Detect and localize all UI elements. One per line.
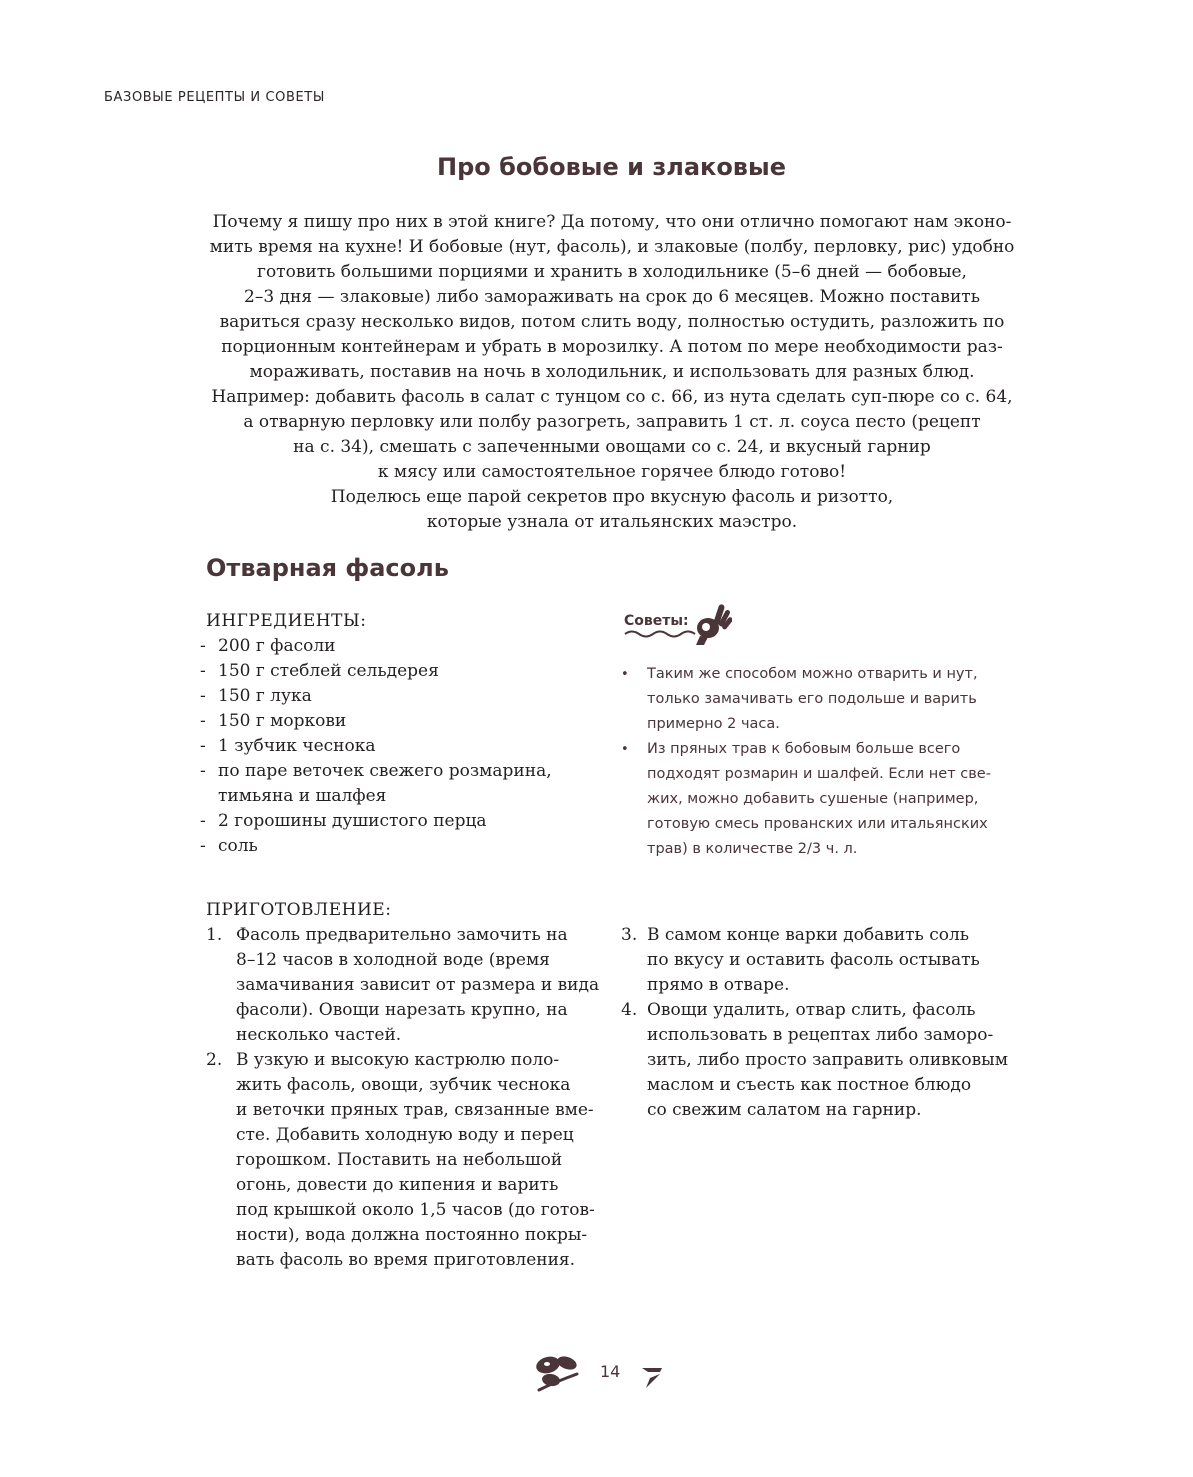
step-line: со свежим салатом на гарнир.	[647, 1100, 922, 1120]
step-line: использовать в рецептах либо заморо-	[647, 1025, 994, 1045]
ingredient-item	[200, 834, 605, 859]
step-line: 8–12 часов в холодной воде (время	[236, 950, 550, 970]
step-line: несколько частей.	[236, 1025, 402, 1045]
ingredient-text: 200 г фасоли	[218, 636, 336, 656]
ok-hand-icon	[692, 600, 732, 646]
olive-branch-icon	[533, 1352, 581, 1392]
list-dash: -	[200, 736, 206, 756]
ingredient-item-cont	[200, 784, 605, 809]
step-line: прямо в отваре.	[647, 975, 790, 995]
list-dash: -	[200, 661, 206, 681]
intro-line: мить время на кухне! И бобовые (нут, фасоль), и злаковые (полбу, перловку, рис) удобно	[209, 237, 1015, 257]
ingredient-item	[200, 659, 605, 684]
tip-item	[621, 737, 1031, 862]
preparation-heading: ПРИГОТОВЛЕНИЕ:	[206, 900, 392, 920]
step-line: замачивания зависит от размера и вида	[236, 975, 600, 995]
ingredient-text: 150 г моркови	[218, 711, 347, 731]
step-line: Фасоль предварительно замочить на	[236, 925, 568, 945]
preparation-block	[200, 898, 605, 1273]
intro-line: вариться сразу несколько видов, потом слить воду, полностью остудить, разложить по	[219, 312, 1005, 332]
step-line: под крышкой около 1,5 часов (до готов-	[236, 1200, 595, 1220]
wave-underline-icon	[624, 628, 696, 640]
ingredient-text: 150 г лука	[218, 686, 312, 706]
step-line: фасоли). Овощи нарезать крупно, на	[236, 1000, 568, 1020]
step-line: зить, либо просто заправить оливковым	[647, 1050, 1008, 1070]
step-line: и веточки пряных трав, связанные вме-	[236, 1100, 594, 1120]
tips-header	[624, 600, 744, 650]
step-item	[206, 1048, 605, 1273]
intro-line: Например: добавить фасоль в салат с тунцом со с. 66, из нута сделать суп-пюре со с. 64,	[211, 387, 1013, 407]
ingredients-heading: ИНГРЕДИЕНТЫ:	[206, 611, 367, 631]
list-dash: -	[200, 761, 206, 781]
tip-line: Таким же способом можно отварить и нут,	[647, 666, 978, 682]
ingredient-text: по паре веточек свежего розмарина,	[218, 761, 552, 781]
ingredient-item	[200, 809, 605, 834]
ingredient-text: тимьяна и шалфея	[218, 786, 387, 806]
intro-line: порционным контейнерам и убрать в морозилку. А потом по мере необходимости раз-	[221, 337, 1003, 357]
recipe-title: Отварная фасоль	[206, 554, 449, 582]
tip-item	[621, 662, 1031, 737]
step-number: 3.	[621, 925, 638, 945]
list-dash: -	[200, 836, 206, 856]
page-number: 14	[600, 1362, 621, 1381]
bullet: •	[621, 742, 629, 757]
step-line: Овощи удалить, отвар слить, фасоль	[647, 1000, 976, 1020]
ingredient-text: 1 зубчик чеснока	[218, 736, 376, 756]
ingredients-block	[200, 609, 605, 859]
intro-line: Почему я пишу про них в этой книге? Да потому, что они отлично помогают нам эконо-	[212, 212, 1012, 232]
tips-list	[621, 662, 1031, 862]
tip-line: готовую смесь прованских или итальянских	[647, 816, 988, 832]
step-line: В самом конце варки добавить соль	[647, 925, 970, 945]
ingredient-item	[200, 634, 605, 659]
step-number: 2.	[206, 1050, 223, 1070]
intro-line: 2–3 дня — злаковые) либо замораживать на срок до 6 месяцев. Можно поставить	[244, 287, 980, 307]
list-dash: -	[200, 811, 206, 831]
intro-line: мораживать, поставив на ночь в холодильник, и использовать для разных блюд.	[249, 362, 975, 382]
intro-line: к мясу или самостоятельное горячее блюдо готово!	[377, 462, 847, 482]
step-line: маслом и съесть как постное блюдо	[647, 1075, 972, 1095]
list-dash: -	[200, 636, 206, 656]
bullet: •	[621, 667, 629, 682]
ingredient-item	[200, 709, 605, 734]
ingredients-list	[200, 634, 605, 859]
step-item	[621, 998, 1026, 1123]
tip-line: трав) в количестве 2/3 ч. л.	[647, 841, 858, 857]
tips-label: Советы:	[624, 613, 689, 629]
ingredient-item	[200, 759, 605, 784]
step-number: 4.	[621, 1000, 638, 1020]
list-dash: -	[200, 711, 206, 731]
intro-line: а отварную перловку или полбу разогреть, заправить 1 ст. л. соуса песто (рецепт	[243, 412, 981, 432]
intro-line: Поделюсь еще парой секретов про вкусную фасоль и ризотто,	[330, 487, 894, 507]
step-line: огонь, довести до кипения и варить	[236, 1175, 559, 1195]
ingredient-item	[200, 684, 605, 709]
step-line: В узкую и высокую кастрюлю поло-	[236, 1050, 560, 1070]
intro-line: на с. 34), смешать с запеченными овощами со с. 24, и вкусный гарнир	[293, 437, 931, 457]
step-number: 1.	[206, 925, 223, 945]
step-line: горошком. Поставить на небольшой	[236, 1150, 563, 1170]
tip-line: подходят розмарин и шалфей. Если нет све-	[647, 766, 991, 782]
ingredient-text: соль	[218, 836, 258, 856]
list-dash: -	[200, 686, 206, 706]
step-line: жить фасоль, овощи, зубчик чеснока	[236, 1075, 571, 1095]
running-head: БАЗОВЫЕ РЕЦЕПТЫ И СОВЕТЫ	[104, 90, 325, 105]
tip-line: только замачивать его подольше и варить	[647, 691, 977, 707]
tip-line: Из пряных трав к бобовым больше всего	[647, 741, 961, 757]
intro-line: которые узнала от итальянских маэстро.	[426, 512, 798, 532]
tip-line: примерно 2 часа.	[647, 716, 780, 732]
ingredient-text: 150 г стеблей сельдерея	[218, 661, 439, 681]
intro-line: готовить большими порциями и хранить в холодильнике (5–6 дней — бобовые,	[257, 262, 967, 282]
step-line: ности), вода должна постоянно покры-	[236, 1225, 588, 1245]
ingredient-text: 2 горошины душистого перца	[218, 811, 487, 831]
intro-paragraph	[200, 210, 1024, 535]
step-item	[206, 923, 605, 1048]
step-line: сте. Добавить холодную воду и перец	[236, 1125, 574, 1145]
tip-line: жих, можно добавить сушеные (например,	[647, 791, 979, 807]
publisher-logo-icon	[640, 1366, 664, 1390]
step-line: вать фасоль во время приготовления.	[236, 1250, 576, 1270]
step-line: по вкусу и оставить фасоль остывать	[647, 950, 980, 970]
ingredient-item	[200, 734, 605, 759]
step-item	[621, 923, 1026, 998]
section-title: Про бобовые и злаковые	[437, 153, 786, 181]
preparation-block-continued	[621, 923, 1026, 1123]
